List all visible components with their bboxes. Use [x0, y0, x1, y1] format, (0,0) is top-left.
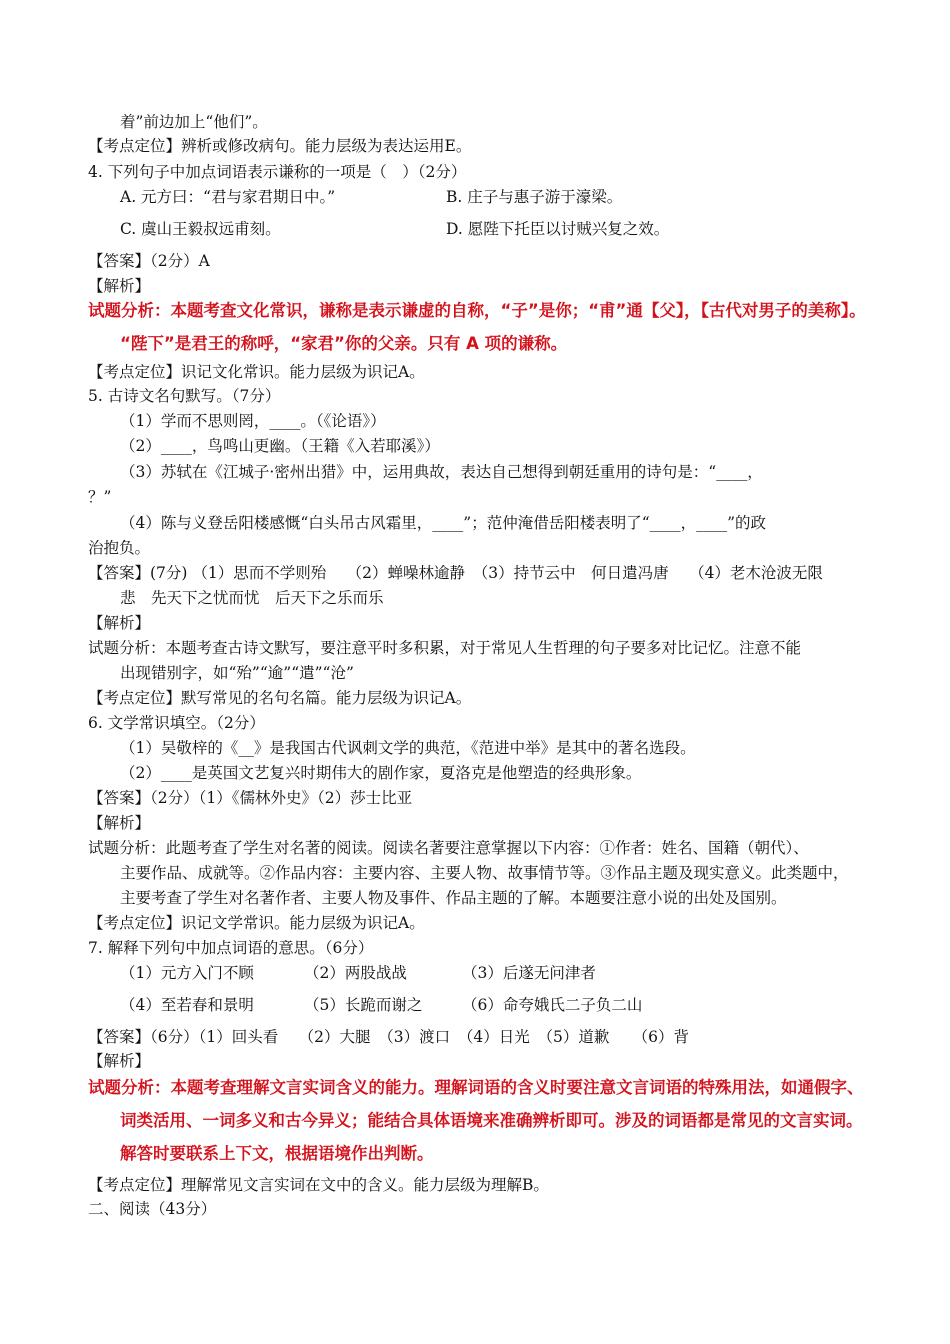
vocab-item: （6）命夸娥氏二子负二山 — [462, 996, 643, 1014]
analysis-text-red: 词类活用、一词多义和古今异义；能结合具体语境来准确辨析即可。涉及的词语都是常见的文言实词。 — [120, 1111, 863, 1130]
exam-point-line: 【考点定位】默写常见的名句名篇。能力层级为识记A。 — [88, 689, 472, 707]
question-4-stem: 4. 下列句子中加点词语表示谦称的一项是（ ）（2分） — [88, 163, 467, 181]
blank-item: （4）陈与义登岳阳楼感慨“白头吊古风霜里，____”；范仲淹借岳阳楼表明了“____，____”的政 — [120, 514, 767, 532]
analysis-text: 试题分析：此题考查了学生对名著的阅读。阅读名著要注意掌握以下内容：①作者：姓名、国籍（朝代）、 — [88, 839, 809, 857]
vocab-item: （5）长跪而谢之 — [304, 996, 423, 1014]
option-c: C. 虞山王毅叔远甫刻。 — [120, 220, 281, 238]
blank-item: （2）____，鸟鸣山更幽。（王籍《入若耶溪》） — [120, 437, 440, 455]
question-6-stem: 6. 文学常识填空。（2分） — [88, 714, 265, 732]
analysis-text-red: 解答时要联系上下文，根据语境作出判断。 — [120, 1144, 434, 1163]
section-heading: 二、阅读（43分） — [88, 1200, 217, 1218]
text-line: 着”前边加上“他们”。 — [120, 113, 268, 131]
analysis-text: 主要考查了学生对名著作者、主要人物及事件、作品主题的了解。本题要注意小说的出处及国别。 — [120, 889, 787, 907]
answer-line: 【答案】(7分) （1）思而不学则殆 （2）蝉噪林逾静 （3）持节云中 何日遣冯唐 （4）老木沧波无限 — [88, 564, 823, 582]
text-line: 治抱负。 — [88, 539, 151, 557]
blank-item: （2）____是英国文艺复兴时期伟大的剧作家，夏洛克是他塑造的经典形象。 — [120, 764, 642, 782]
exam-point-line: 【考点定位】识记文化常识。能力层级为识记A。 — [88, 363, 425, 381]
answer-line: 【答案】（2分）（1）《儒林外史》（2）莎士比亚 — [88, 789, 413, 807]
vocab-item: （2）两股战战 — [304, 964, 407, 982]
option-a: A. 元方曰：“君与家君期日中。” — [120, 188, 336, 206]
text-line: ？” — [88, 488, 112, 506]
analysis-text-red: 试题分析：本题考查文化常识，谦称是表示谦虚的自称，“子”是你；“甫”通【父】，【古代对男子的美称】。 — [88, 301, 866, 320]
analysis-text: 试题分析：本题考查古诗文默写，要注意平时多积累，对于常见人生哲理的句子要多对比记忆。注意不能 — [88, 639, 802, 657]
answer-line: 悲 先天下之忧而忧 后天下之乐而乐 — [120, 589, 384, 607]
question-5-stem: 5. 古诗文名句默写。（7分） — [88, 387, 281, 405]
option-b: B. 庄子与惠子游于濠梁。 — [446, 188, 623, 206]
analysis-text: 出现错别字，如“殆”“逾”“遣”“沧” — [120, 664, 354, 682]
blank-item: （3）苏轼在《江城子·密州出猎》中，运用典故，表达自己想得到朝廷重用的诗句是：“____， — [120, 463, 763, 481]
analysis-heading: 【解析】 — [88, 1052, 151, 1070]
vocab-item: （4）至若春和景明 — [120, 996, 254, 1014]
exam-point-line: 【考点定位】识记文学常识。能力层级为识记A。 — [88, 914, 425, 932]
analysis-text-red: 试题分析：本题考查理解文言实词含义的能力。理解词语的含义时要注意文言词语的特殊用法，如通假字、 — [88, 1078, 864, 1097]
analysis-heading: 【解析】 — [88, 614, 151, 632]
exam-point-line: 【考点定位】理解常见文言实词在文中的含义。能力层级为理解B。 — [88, 1176, 549, 1194]
answer-line: 【答案】（6分）（1）回头看 （2）大腿 （3）渡口 （4）日光 （5）道歉 （6）背 — [88, 1028, 689, 1046]
question-7-stem: 7. 解释下列句中加点词语的意思。（6分） — [88, 939, 374, 957]
vocab-item: （1）元方入门不顾 — [120, 964, 254, 982]
analysis-heading: 【解析】 — [88, 277, 151, 295]
exam-point-line: 【考点定位】辨析或修改病句。能力层级为表达运用E。 — [88, 137, 472, 155]
analysis-text-red: “陛下”是君王的称呼，“家君”你的父亲。只有 A 项的谦称。 — [120, 334, 568, 353]
answer-line: 【答案】（2分）A — [88, 252, 210, 270]
blank-item: （1）吴敬梓的《__》是我国古代讽刺文学的典范，《范进中举》是其中的著名选段。 — [120, 739, 696, 757]
analysis-text: 主要作品、成就等。②作品内容：主要内容、主要人物、故事情节等。③作品主题及现实意义。此类题中， — [120, 864, 849, 882]
vocab-item: （3）后遂无问津者 — [462, 964, 596, 982]
option-d: D. 愿陛下托臣以讨贼兴复之效。 — [446, 220, 670, 238]
analysis-heading: 【解析】 — [88, 814, 151, 832]
blank-item: （1）学而不思则罔，____。（《论语》） — [120, 412, 386, 430]
